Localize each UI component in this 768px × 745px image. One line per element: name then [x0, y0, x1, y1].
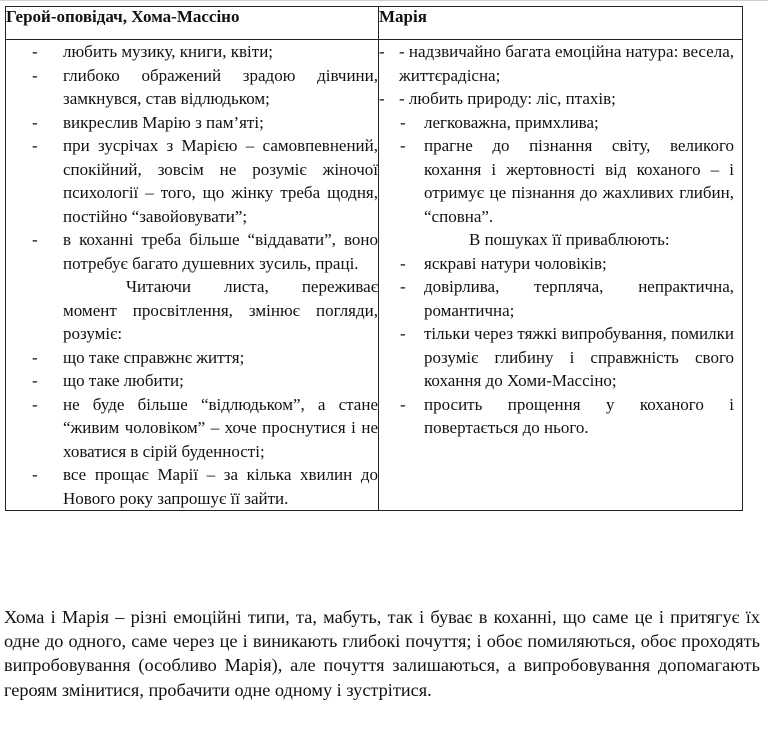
cropped-text-fragment	[0, 0, 768, 1]
list-item: - що таке любити;	[6, 369, 378, 393]
list-item: - прагне до пізнання світу, великого кохання і жертовності від коханого – і отримує це пізнання до жахливих глибин, “сповна”.	[379, 134, 734, 228]
list-item: - глибоко ображений зрадою дівчини, замкнувся, став відлюдьком;	[6, 64, 378, 111]
list-item: - легковажна, примхлива;	[379, 111, 734, 135]
list-item: - тільки через тяжкі випробування, помилки розуміє глибину і справжність свого кохання до Хоми-Массіно;	[379, 322, 734, 393]
left-paragraph: Читаючи листа, переживає момент просвітлення, змінює погляди, розуміє:	[63, 277, 378, 343]
list-item: - при зусрічах з Марією – самовпевнений, спокійний, зовсім не розуміє жіночої психології – того, що жінку треба щодня, постійно “завойовувати”;	[6, 134, 378, 228]
list-item	[379, 87, 734, 111]
list-item: - в коханні треба більше “віддавати”, воно потребує багато душевних зусиль, праці.	[6, 228, 378, 275]
header-right: Марія	[379, 7, 743, 40]
list-item-text: - надзвичайно багата емоційна натура: весела, життєрадісна;	[399, 42, 735, 85]
summary-paragraph: Хома і Марія – різні емоційні типи, та, мабуть, так і буває в коханні, що саме це і притягує їх одне до одного, саме через це і виникають глибокі почуття; і обоє помиляються, обоє проходять випробовування (особливо Марія), але почуття залишаються, а випробовування допомагають героям змінитися, пробачити одне одному і зустрітися.	[4, 607, 760, 700]
table-header-row	[6, 7, 743, 40]
header-left: Герой-оповідач, Хома-Массіно	[6, 7, 379, 40]
right-column-cell	[379, 40, 743, 511]
right-list-a	[379, 40, 734, 228]
right-paragraph: В пошуках її приваблюють:	[469, 230, 670, 249]
list-item: - не буде більше “відлюдьком”, а стане “живим чоловіком” – хоче проснутися і не ховатися в сірій буденності;	[6, 393, 378, 464]
list-item-text: - любить природу: ліс, птахів;	[399, 89, 616, 108]
left-column-cell	[6, 40, 379, 511]
right-list-b	[379, 252, 734, 440]
table-body-row	[6, 40, 743, 511]
left-list-b	[6, 346, 378, 511]
list-item: - що таке справжнє життя;	[6, 346, 378, 370]
list-item: - викреслив Марію з пам’яті;	[6, 111, 378, 135]
list-item: - любить музику, книги, квіти;	[6, 40, 378, 64]
list-item: - яскраві натури чоловіків;	[379, 252, 734, 276]
list-item: - все прощає Марії – за кілька хвилин до Нового року запрошує її зайти.	[6, 463, 378, 510]
comparison-table	[5, 6, 743, 511]
list-item: - довірлива, терпляча, непрактична, романтична;	[379, 275, 734, 322]
list-item	[379, 40, 734, 87]
left-list-a	[6, 40, 378, 275]
list-item: - просить прощення у коханого і повертається до нього.	[379, 393, 734, 440]
